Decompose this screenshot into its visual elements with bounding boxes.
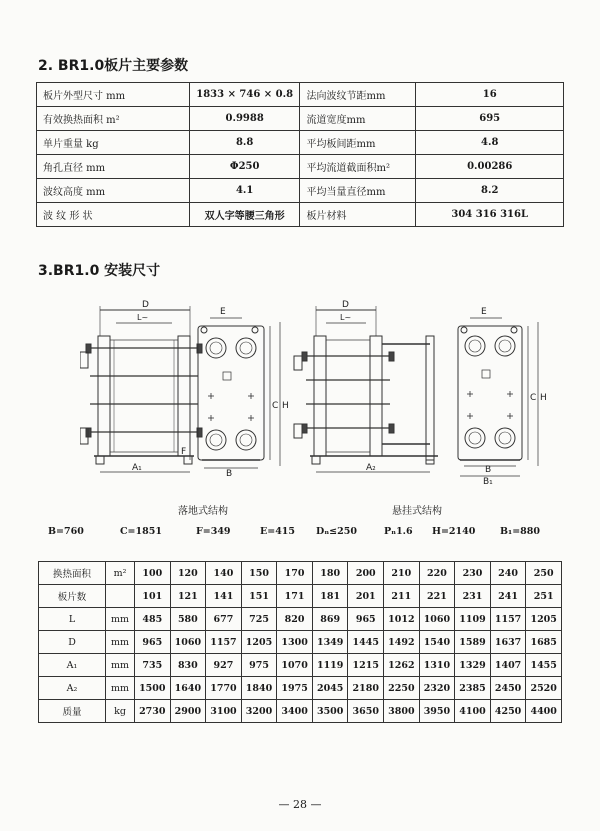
dim-label-E-2: E [481,307,487,317]
dim-label-D: D [142,300,149,310]
dim-label-H: H [282,401,289,411]
dims-row [39,700,562,723]
dims-cell: 4250 [490,700,526,723]
dims-row [39,677,562,700]
dims-cell: 250 [526,562,562,585]
dims-cell: 2900 [170,700,206,723]
dims-cell: 141 [206,585,242,608]
floor-type-side-view [181,307,289,479]
dims-cell: 1157 [490,608,526,631]
dims-cell: 2730 [135,700,171,723]
dim-label-B1: B₁ [483,477,493,484]
dims-cell: 220 [419,562,455,585]
dims-row-label: L [39,608,106,631]
dims-cell: 171 [277,585,313,608]
dim-label-C-2: C [530,393,537,403]
dims-cell: 1300 [277,631,313,654]
dims-cell: 1329 [455,654,491,677]
dims-cell: 2045 [312,677,348,700]
page-number: — 28 — [278,798,322,811]
dims-cell: 3650 [348,700,384,723]
dims-cell: 1310 [419,654,455,677]
dims-cell: 1540 [419,631,455,654]
param-value: 4.1 [189,179,300,203]
dims-cell: 3400 [277,700,313,723]
dims-row-label: 板片数 [39,585,106,608]
dims-row-unit: kg [106,700,135,723]
dims-cell: 1500 [135,677,171,700]
dims-cell: 3100 [206,700,242,723]
hanging-type-side-view [458,307,547,484]
dims-cell: 3800 [384,700,420,723]
dims-cell: 975 [241,654,277,677]
param-row [37,203,564,227]
dims-header-row [39,562,562,585]
dims-cell: 1407 [490,654,526,677]
section-3-title: 3.BR1.0 安装尺寸 [38,263,161,279]
dim-label-A1: A₁ [132,463,142,473]
dim-label-C: C [272,401,279,411]
dims-cell: 120 [170,562,206,585]
spec-H: H=2140 [432,526,476,537]
dims-cell: 2450 [490,677,526,700]
dims-cell: 927 [206,654,242,677]
dims-cell: 1589 [455,631,491,654]
param-label: 平均板间距mm [300,131,416,155]
dims-row-label: 换热面积 [39,562,106,585]
dims-row-label: A₂ [39,677,106,700]
dims-cell: 150 [241,562,277,585]
spec-Dn: Dₙ≤250 [316,526,357,537]
dims-row-unit: m² [106,562,135,585]
param-value: 0.00286 [416,155,564,179]
param-label: 波纹高度 mm [37,179,190,203]
param-row [37,179,564,203]
param-value: 304 316 316L [416,203,564,227]
dim-label-B-2: B [485,465,492,475]
param-value: 1833 × 746 × 0.8 [189,83,300,107]
param-label: 角孔直径 mm [37,155,190,179]
dims-cell: 1215 [348,654,384,677]
dims-row-label: A₁ [39,654,106,677]
param-value: 4.8 [416,131,564,155]
dims-cell: 725 [241,608,277,631]
dims-cell: 151 [241,585,277,608]
dims-cell: 1685 [526,631,562,654]
spec-Pn: Pₙ1.6 [384,526,413,537]
param-value: 双人字等腰三角形 [189,203,300,227]
dims-cell: 241 [490,585,526,608]
spec-B1: B₁=880 [500,526,540,537]
dims-cell: 965 [348,608,384,631]
dims-cell: 580 [170,608,206,631]
dims-cell: 2520 [526,677,562,700]
dims-cell: 3950 [419,700,455,723]
dims-row [39,608,562,631]
dims-row-unit [106,585,135,608]
dims-cell: 2180 [348,677,384,700]
dims-cell: 1262 [384,654,420,677]
param-label: 有效换热面积 m² [37,107,190,131]
dims-cell: 210 [384,562,420,585]
dim-label-L-2: L~ [340,313,352,322]
dims-cell: 677 [206,608,242,631]
dims-cell: 140 [206,562,242,585]
dim-label-E: E [220,307,226,317]
dims-row-unit: mm [106,677,135,700]
param-label: 板片外型尺寸 mm [37,83,190,107]
dims-cell: 1840 [241,677,277,700]
dims-row [39,585,562,608]
dims-cell: 830 [170,654,206,677]
dims-cell: 1205 [241,631,277,654]
dims-cell: 3200 [241,700,277,723]
param-value: Φ250 [189,155,300,179]
dims-cell: 4400 [526,700,562,723]
dims-cell: 1975 [277,677,313,700]
param-row [37,83,564,107]
dims-cell: 3500 [312,700,348,723]
dims-cell: 100 [135,562,171,585]
param-value: 8.2 [416,179,564,203]
param-label: 单片重量 kg [37,131,190,155]
dim-label-L: L~ [137,313,149,322]
installation-drawings [80,296,550,484]
dims-cell: 2250 [384,677,420,700]
param-value: 0.9988 [189,107,300,131]
dims-cell: 200 [348,562,384,585]
spec-B: B=760 [48,526,84,537]
dims-cell: 230 [455,562,491,585]
dims-cell: 180 [312,562,348,585]
dims-cell: 101 [135,585,171,608]
dims-row [39,631,562,654]
dims-cell: 240 [490,562,526,585]
dims-cell: 1012 [384,608,420,631]
hanging-type-front-view [294,300,438,473]
dims-cell: 181 [312,585,348,608]
dims-cell: 1640 [170,677,206,700]
dims-cell: 201 [348,585,384,608]
dims-cell: 1060 [170,631,206,654]
dim-label-H-2: H [540,393,547,403]
plate-parameters-table [36,82,564,227]
dim-label-F: F [181,447,187,457]
dims-cell: 4100 [455,700,491,723]
spec-F: F=349 [196,526,231,537]
param-label: 流道宽度mm [300,107,416,131]
dims-row-label: 质量 [39,700,106,723]
dims-row [39,654,562,677]
dims-cell: 965 [135,631,171,654]
dims-cell: 251 [526,585,562,608]
dims-cell: 1157 [206,631,242,654]
dims-row-unit: mm [106,631,135,654]
dims-cell: 1349 [312,631,348,654]
dims-row-unit: mm [106,608,135,631]
dims-cell: 211 [384,585,420,608]
dim-label-A2: A₂ [366,463,376,473]
dims-cell: 1770 [206,677,242,700]
dims-cell: 1070 [277,654,313,677]
dims-cell: 2385 [455,677,491,700]
dims-cell: 1205 [526,608,562,631]
dims-cell: 170 [277,562,313,585]
dims-cell: 1637 [490,631,526,654]
dims-cell: 1109 [455,608,491,631]
dim-label-B: B [226,469,233,479]
dims-cell: 485 [135,608,171,631]
param-row [37,131,564,155]
param-value: 16 [416,83,564,107]
param-label: 波 纹 形 状 [37,203,190,227]
dims-cell: 869 [312,608,348,631]
caption-floor-type: 落地式结构 [178,506,228,517]
installation-dimensions-table [38,561,562,723]
param-row [37,107,564,131]
param-row [37,155,564,179]
dims-cell: 735 [135,654,171,677]
caption-hanging-type: 悬挂式结构 [392,506,442,517]
param-label: 平均当量直径mm [300,179,416,203]
section-2-title: 2. BR1.0板片主要参数 [38,58,189,74]
param-label: 平均流道截面积m² [300,155,416,179]
dims-cell: 820 [277,608,313,631]
dims-cell: 231 [455,585,491,608]
param-value: 695 [416,107,564,131]
dims-cell: 1119 [312,654,348,677]
dims-cell: 1455 [526,654,562,677]
dims-cell: 1492 [384,631,420,654]
dims-row-label: D [39,631,106,654]
dims-cell: 221 [419,585,455,608]
param-value: 8.8 [189,131,300,155]
param-label: 法向波纹节距mm [300,83,416,107]
spec-C: C=1851 [120,526,162,537]
dims-row-unit: mm [106,654,135,677]
dim-label-D-2: D [342,300,349,310]
param-label: 板片材料 [300,203,416,227]
spec-E: E=415 [260,526,296,537]
spec-line [48,526,568,540]
dims-cell: 1060 [419,608,455,631]
dims-cell: 121 [170,585,206,608]
dims-cell: 2320 [419,677,455,700]
dims-cell: 1445 [348,631,384,654]
